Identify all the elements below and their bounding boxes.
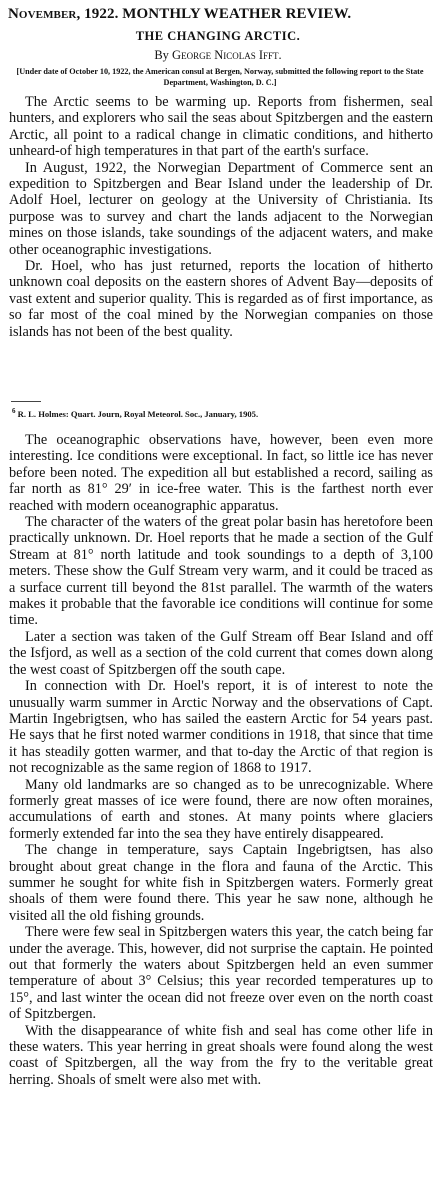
footnote	[12, 407, 432, 419]
body-text-before-footnote	[9, 94, 433, 340]
running-header	[8, 6, 428, 23]
paragraph: Dr. Hoel, who has just returned, reports the location of hitherto unknown coal deposits on the eastern shores of Advent Bay—deposits of vast extent and superior quality. This is regarded as of first importance, as so far most of the coal mined by the Norwegian companies on those islands has not been of the best quality.	[9, 258, 433, 340]
paragraph: The change in temperature, says Captain Ingebrigtsen, has also brought about great change in the flora and fauna of the Arctic. This summer he sought for white fish in Spitzbergen waters. Formerly great shoals of them were found there. This year he saw none, although he visited all the old fishing grounds.	[9, 842, 433, 924]
paragraph: Many old landmarks are so changed as to be unrecognizable. Where formerly great masses of ice were found, there are now often moraines, accumulations of earth and stones. At many points where glaciers formerly extended far into the sea they have entirely disappeared.	[9, 776, 433, 842]
paragraph: Later a section was taken of the Gulf Stream off Bear Island and off the Isfjord, as well as a section of the cold current that comes down along the west coast of Spitzbergen off the south cape.	[9, 628, 433, 678]
header-journal: MONTHLY WEATHER REVIEW.	[122, 6, 352, 22]
footnote-text: R. L. Holmes: Quart. Journ, Royal Meteorol. Soc., January, 1905.	[17, 408, 259, 419]
paragraph: The character of the waters of the great polar basin has heretofore been practically unknown. Dr. Hoel reports that he made a section of the Gulf Stream at 81° north latitude and took soundings to a depth of 3,100 meters. These show the Gulf Stream very warm, and it could be traced as a surface current till beyond the 81st parallel. The warmth of the waters makes it probable that the favorable ice conditions will continue for some time.	[9, 514, 433, 629]
header-date: November, 1922.	[8, 6, 119, 22]
paragraph: In August, 1922, the Norwegian Department of Commerce sent an expedition to Spitzbergen and Bear Island under the leadership of Dr. Adolf Hoel, lecturer on geology at the University of Christiania. Its purpose was to survey and chart the lands adjacent to the Norwegian mines on those islands, take soundings of the adjacent waters, and make other oceanographic investigations.	[9, 159, 433, 258]
paragraph: With the disappearance of white fish and seal has come other life in these waters. This year herring in great shoals were found along the west coast of Spitzbergen, all the way from the fry to the veritable great herring. Shoals of smelt were also met with.	[9, 1022, 433, 1088]
paragraph: In connection with Dr. Hoel's report, it is of interest to note the unusually warm summer in Arctic Norway and the observations of Capt. Martin Ingebrigtsen, who has sailed the eastern Arctic for 54 years past. He says that he first noted warmer conditions in 1918, that since that time it has steadily gotten warmer, and that to-day the Arctic of that region is not recognizable as the same region of 1868 to 1917.	[9, 678, 433, 777]
paragraph: There were few seal in Spitzbergen waters this year, the catch being far under the average. This, however, did not surprise the captain. He pointed out that formerly the waters about Spitzbergen held an even summer temperature of about 3° Celsius; this year recorded temperatures up to 15°, and last winter the ocean did not freeze over even on the north coast of Spitzbergen.	[9, 924, 433, 1023]
paragraph: The Arctic seems to be warming up. Reports from fishermen, seal hunters, and explorers who sail the seas about Spitzbergen and the eastern Arctic, all point to a radical change in climatic conditions, and hitherto unheard-of high temperatures in that part of the earth's surface.	[9, 94, 433, 160]
body-text-after-footnote	[9, 432, 433, 1088]
paragraph: The oceanographic observations have, however, been even more interesting. Ice conditions were exceptional. In fact, so little ice has never before been noted. The expedition all but established a record, sailing as far north as 81° 29′ in ice-free water. This is the farthest north ever reached with modern oceanographic apparatus.	[9, 432, 433, 514]
footnote-marker: 6	[12, 407, 16, 415]
byline	[0, 48, 436, 63]
byline-prefix: By	[154, 48, 169, 62]
footnote-rule	[11, 401, 41, 402]
article-title: THE CHANGING ARCTIC.	[135, 29, 301, 43]
author-name: George Nicolas Ifft.	[172, 48, 282, 62]
editorial-note: [Under date of October 10, 1922, the American consul at Bergen, Norway, submitted the following report to the State Department, Washington, D. C.]	[16, 67, 424, 87]
